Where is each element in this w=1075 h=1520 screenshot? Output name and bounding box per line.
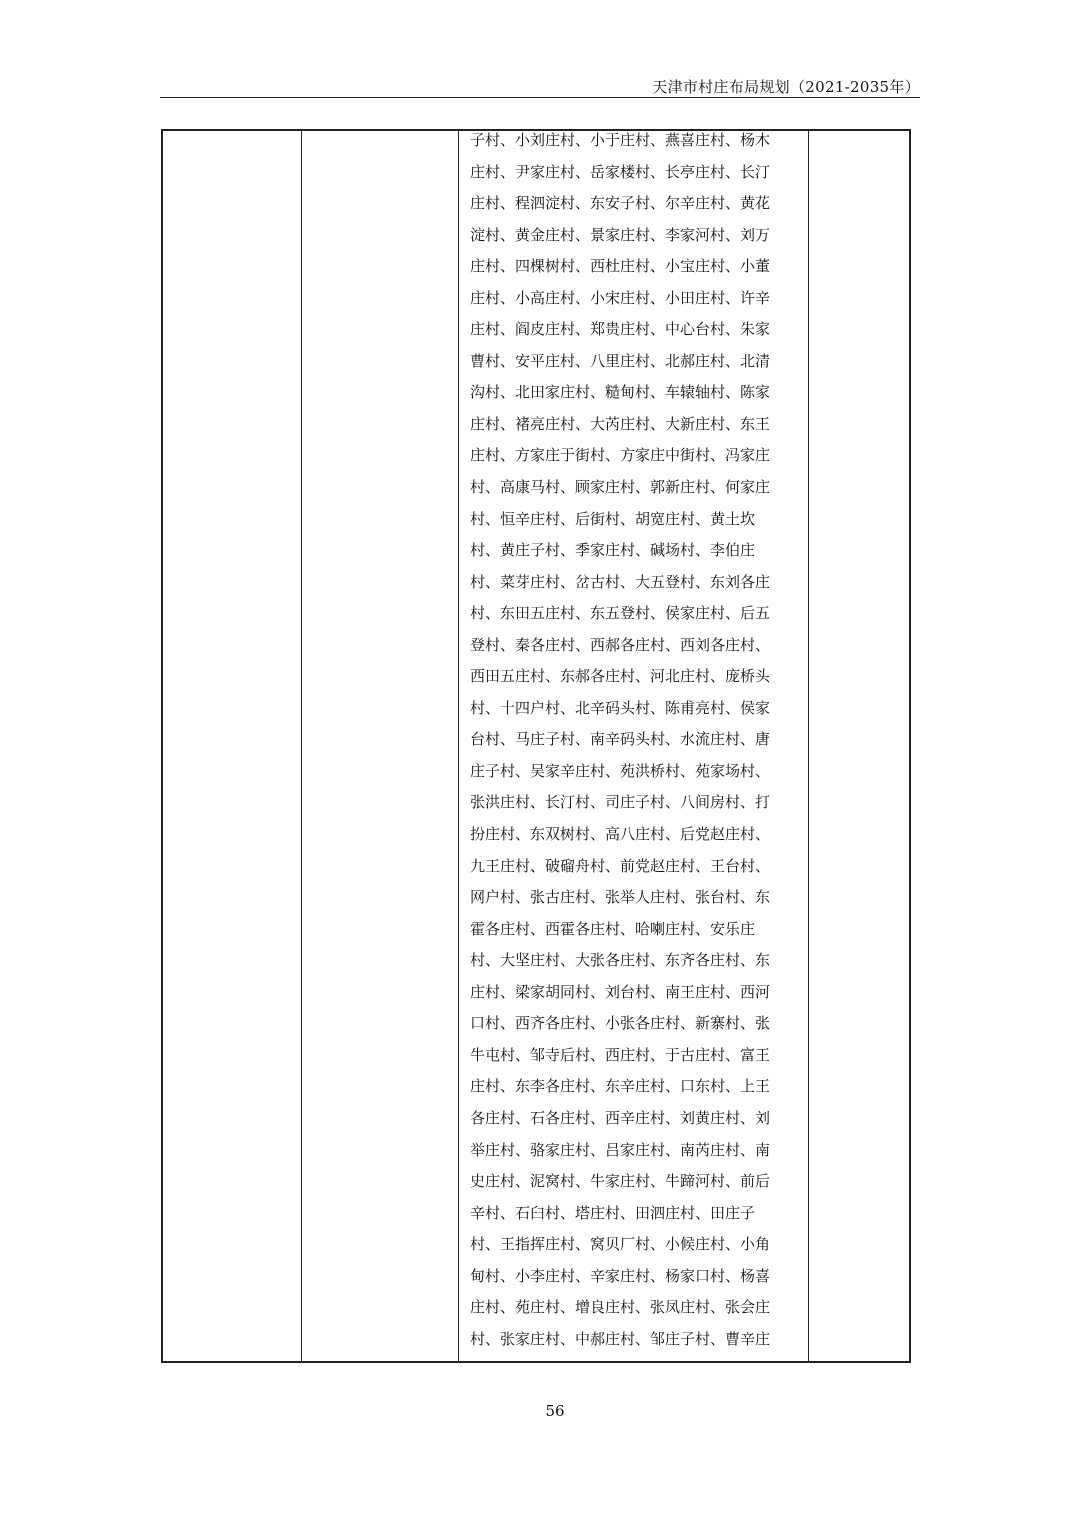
table-column-divider (808, 129, 809, 1363)
village-list-line: 张洪庄村、长汀村、司庄子村、八间房村、打 (470, 793, 771, 812)
village-list-line: 曹村、安平庄村、八里庄村、北郝庄村、北清 (470, 351, 771, 370)
page-header-title: 天津市村庄布局规划（2021-2035年） (652, 78, 920, 96)
village-list-line: 西田五庄村、东郝各庄村、河北庄村、庞桥头 (470, 667, 771, 686)
village-list-line: 庄村、四棵树村、西杜庄村、小宝庄村、小董 (470, 257, 771, 276)
page-number: 56 (545, 1402, 565, 1420)
village-list-line: 村、东田五庄村、东五登村、侯家庄村、后五 (470, 604, 771, 623)
village-list-line: 庄村、褚亮庄村、大芮庄村、大新庄村、东王 (470, 414, 771, 433)
village-list-line: 口村、西齐各庄村、小张各庄村、新寨村、张 (470, 1014, 771, 1033)
village-list-line: 庄村、小高庄村、小宋庄村、小田庄村、许辛 (470, 288, 771, 307)
village-list-line: 村、菜芽庄村、岔古村、大五登村、东刘各庄 (470, 572, 771, 591)
village-list-line: 子村、小刘庄村、小于庄村、燕喜庄村、杨木 (470, 131, 771, 149)
village-list-line: 登村、秦各庄村、西郝各庄村、西刘各庄村、 (470, 635, 771, 654)
village-list-line: 庄村、东李各庄村、东辛庄村、口东村、上王 (470, 1077, 771, 1096)
village-list-line: 村、王指挥庄村、窝贝厂村、小候庄村、小角 (470, 1235, 771, 1254)
village-list-line: 扮庄村、东双树村、高八庄村、后党赵庄村、 (470, 825, 771, 844)
village-list-line: 村、张家庄村、中郝庄村、邹庄子村、曹辛庄 (470, 1329, 771, 1348)
village-list-line: 村、恒辛庄村、后街村、胡宽庄村、黄土坎 (470, 509, 756, 528)
village-list-line: 九王庄村、破磂舟村、前党赵庄村、王台村、 (470, 856, 771, 875)
village-list-line: 庄村、梁家胡同村、刘台村、南王庄村、西河 (470, 982, 771, 1001)
village-list-line: 村、十四户村、北辛码头村、陈甫亮村、侯家 (470, 698, 771, 717)
village-list-line: 庄村、苑庄村、增良庄村、张凤庄村、张会庄 (470, 1298, 771, 1317)
village-list-line: 网户村、张古庄村、张举人庄村、张台村、东 (470, 888, 771, 907)
village-list-line: 台村、马庄子村、南辛码头村、水流庄村、唐 (470, 730, 771, 749)
village-list-line: 牛屯村、邹寺后村、西庄村、于古庄村、富王 (470, 1045, 771, 1064)
village-list-line: 村、黄庄子村、季家庄村、碱场村、李伯庄 (470, 541, 756, 560)
village-list-line: 沟村、北田家庄村、糙甸村、车辕轴村、陈家 (470, 383, 771, 402)
village-list-line: 庄村、程泗淀村、东安子村、尔辛庄村、黄花 (470, 194, 771, 213)
village-list-line: 村、高康马村、顾家庄村、郭新庄村、何家庄 (470, 478, 771, 497)
village-list-line: 村、大坚庄村、大张各庄村、东齐各庄村、东 (470, 951, 771, 970)
village-list-line: 庄村、阎皮庄村、郑贵庄村、中心台村、朱家 (470, 320, 771, 339)
header-rule (160, 97, 920, 98)
village-list-line: 庄村、尹家庄村、岳家楼村、长亭庄村、长汀 (470, 162, 771, 181)
village-list-line: 各庄村、石各庄村、西辛庄村、刘黄庄村、刘 (470, 1108, 771, 1127)
table-column-divider (301, 129, 302, 1363)
village-list-line: 甸村、小李庄村、辛家庄村、杨家口村、杨喜 (470, 1266, 771, 1285)
village-list-line: 庄子村、吴家辛庄村、苑洪桥村、苑家场村、 (470, 761, 771, 780)
village-list-line: 霍各庄村、西霍各庄村、哈喇庄村、安乐庄 (470, 919, 756, 938)
village-list-line: 庄村、方家庄于街村、方家庄中街村、冯家庄 (470, 446, 771, 465)
village-list-line: 辛村、石臼村、塔庄村、田泗庄村、田庄子 (470, 1203, 756, 1222)
village-list-line: 淀村、黄金庄村、景家庄村、李家河村、刘万 (470, 225, 771, 244)
village-list-line: 史庄村、泥窝村、牛家庄村、牛蹄河村、前后 (470, 1172, 771, 1191)
village-list-cell (470, 125, 802, 1355)
village-list-line: 举庄村、骆家庄村、吕家庄村、南芮庄村、南 (470, 1140, 771, 1159)
table-column-divider (458, 129, 459, 1363)
